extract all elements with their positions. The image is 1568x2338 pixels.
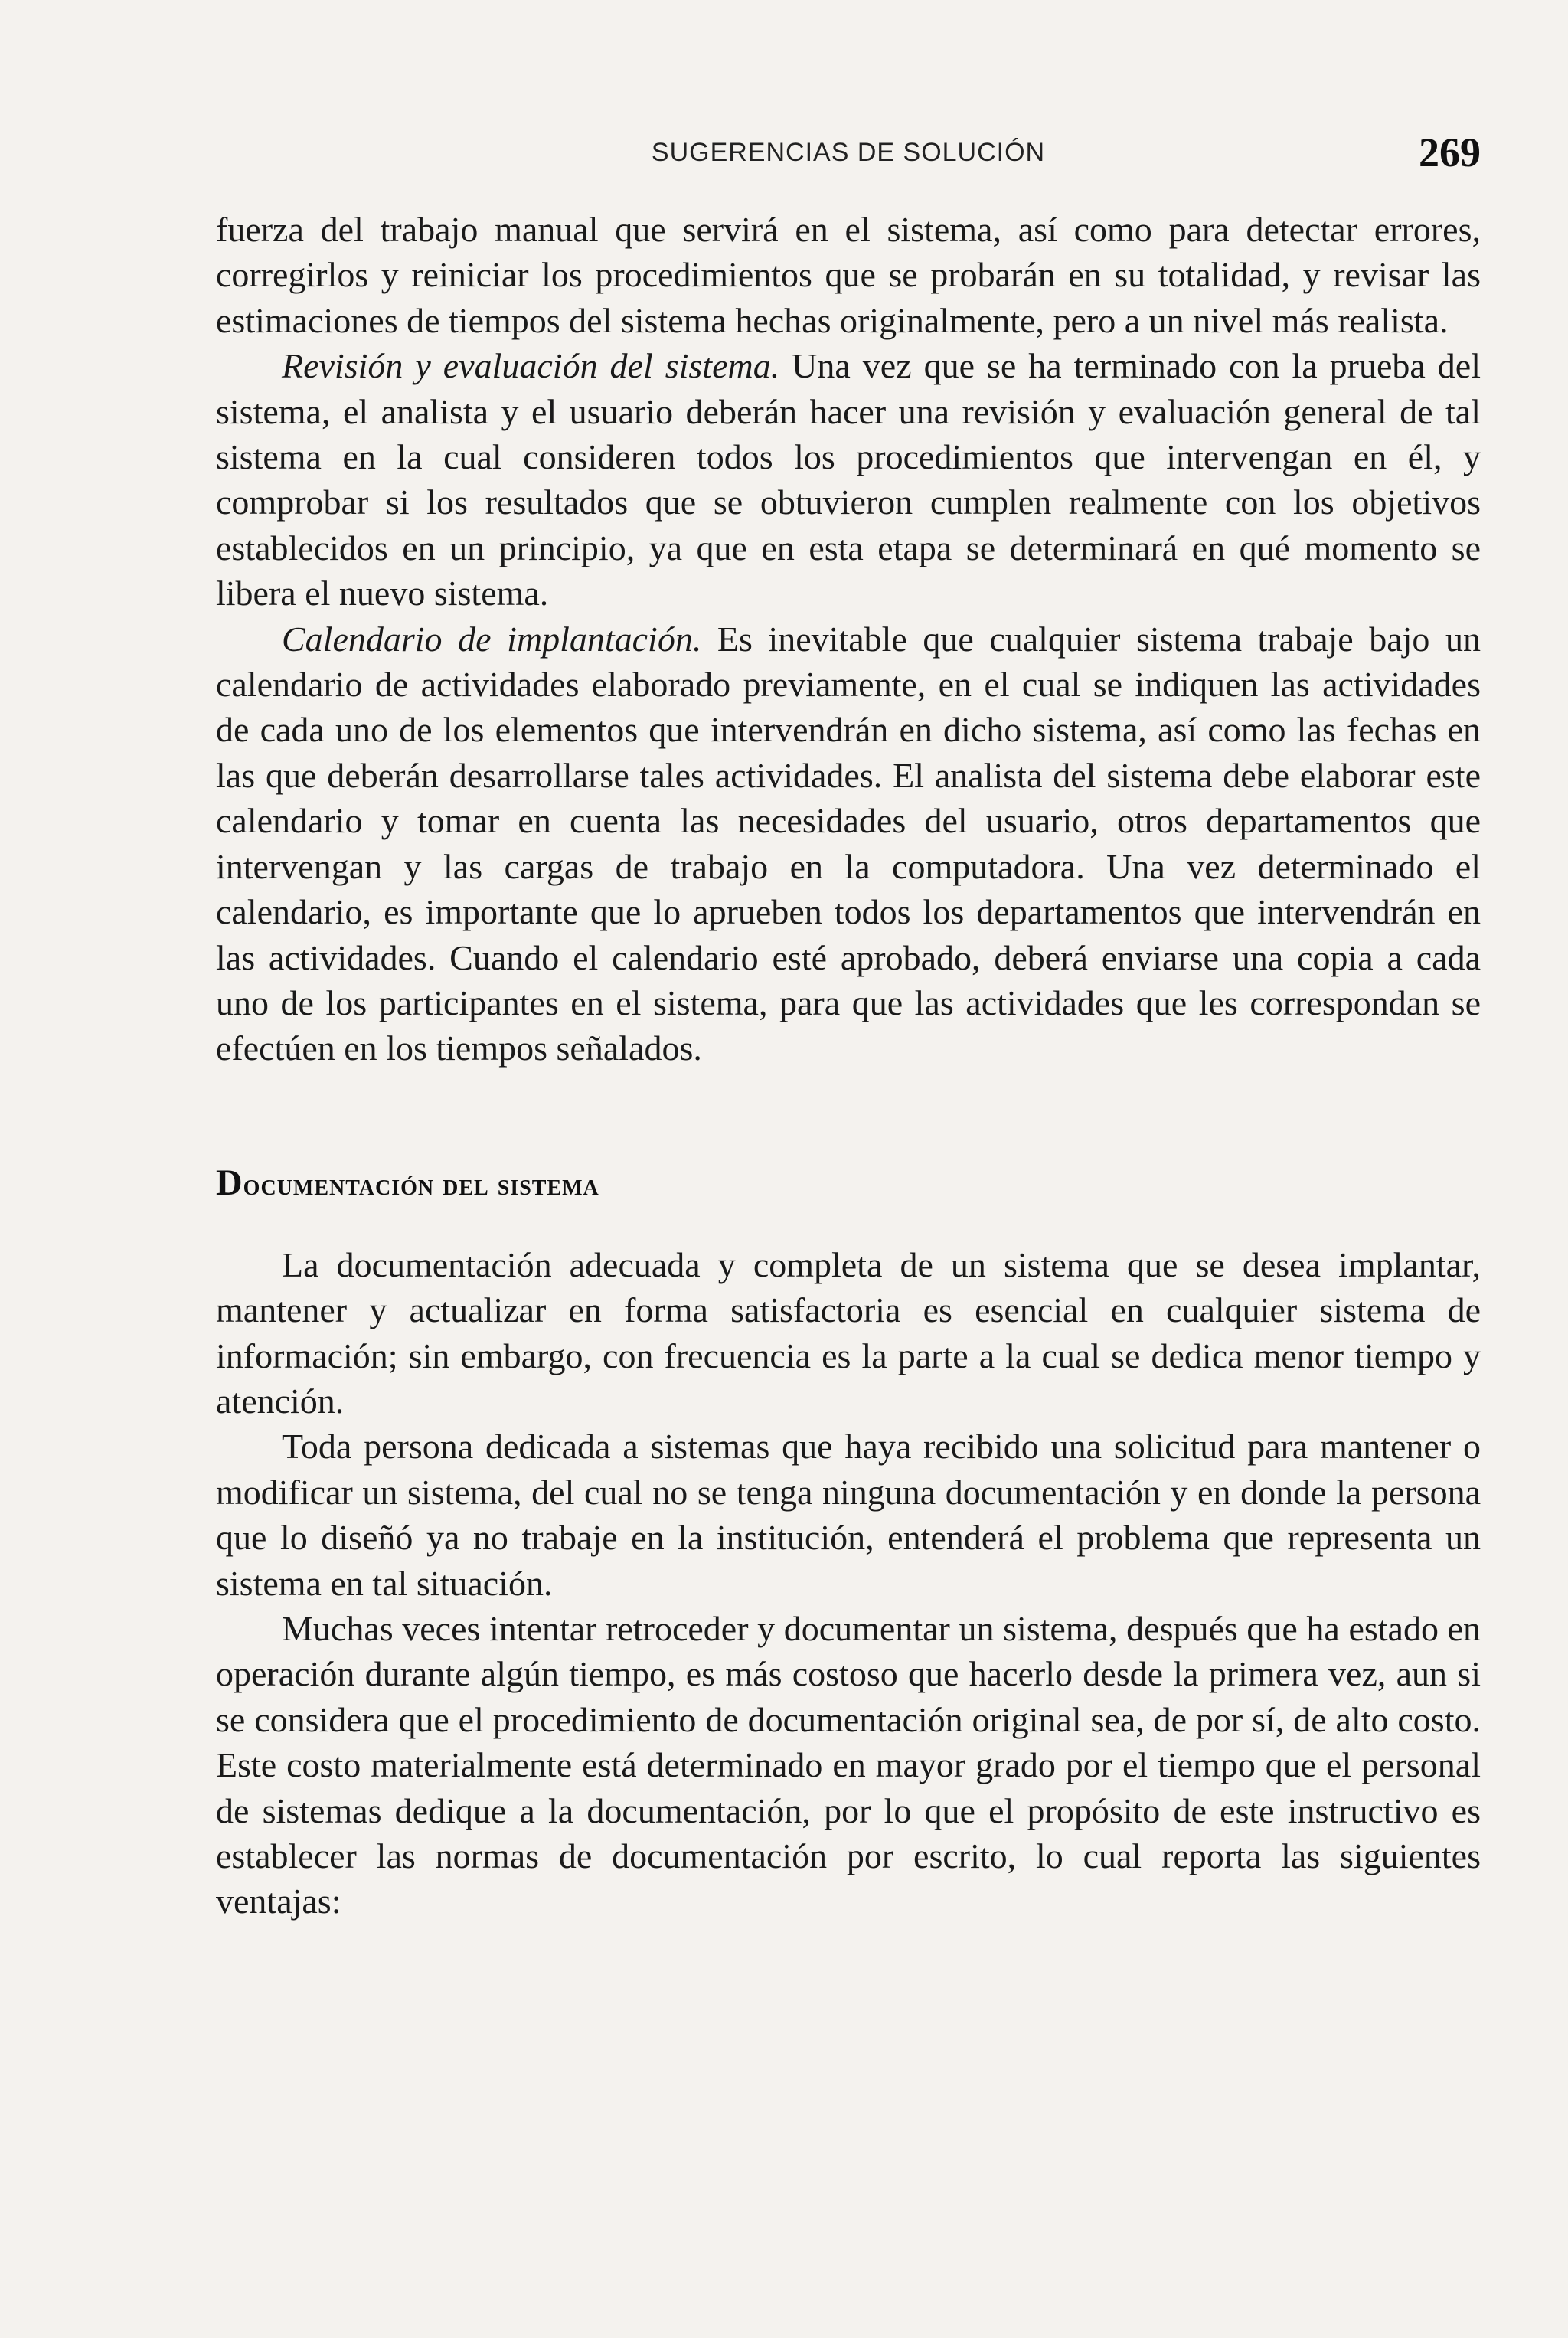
paragraph-calendario xyxy=(216,616,1481,1071)
page-number: 269 xyxy=(1419,129,1481,175)
section-heading xyxy=(216,1162,1481,1204)
paragraph-lead-italic: Revisión y evaluación del sistema. xyxy=(282,346,780,386)
running-header xyxy=(216,129,1481,178)
section-heading-initial: D xyxy=(216,1162,243,1203)
paragraph-text: fuerza del trabajo manual que servirá en el sistema, así como para detectar errores, corregirlos y reiniciar los procedimientos que se probarán en su totalidad, y revisar las estimaciones de tiempos del sistema hechas originalmente, pero a un nivel más realista. xyxy=(216,210,1481,340)
section-paragraph: Muchas veces intentar retroceder y documentar un sistema, después que ha estado en operación durante algún tiempo, es más costoso que hacerlo desde la primera vez, aun si se considera que el procedimiento de documentación original sea, de por sí, de alto costo. Este costo materialmente está determinado en mayor grado por el tiempo que el personal de sistemas dedique a la documentación, por lo que el propósito de este instructivo es establecer las normas de documentación por escrito, lo cual reporta las siguientes ventajas: xyxy=(216,1608,1481,1921)
paragraph-continuation xyxy=(216,207,1481,343)
section-paragraph: Toda persona dedicada a sistemas que haya recibido una solicitud para mantener o modificar un sistema, del cual no se tenga ninguna documentación y en donde la persona que lo diseñó ya no trabaje en la institución, entenderá el problema que representa un sistema en tal situación. xyxy=(216,1427,1481,1603)
paragraph-lead-italic: Calendario de implantación. xyxy=(282,619,702,659)
page-body xyxy=(216,207,1481,1924)
paragraph-revision xyxy=(216,343,1481,616)
paragraph-text: Una vez que se ha terminado con la prueba del sistema, el analista y el usuario deberán hacer una revisión y evaluación general de tal sistema en la cual consideren todos los procedimientos que intervengan en él, y comprobar si los resultados que se obtuvieron cumplen realmente con los objetivos establecidos en un principio, ya que en esta etapa se determinará en qué momento se libera el nuevo sistema. xyxy=(216,346,1481,613)
paragraph-text: Es inevitable que cualquier sistema trabaje bajo un calendario de actividades elaborado previamente, en el cual se indiquen las actividades de cada uno de los elementos que intervendrán en dicho sistema, así como las fechas en las que deberán desarrollarse tales actividades. El analista del sistema debe elaborar este calendario y tomar en cuenta las necesidades del usuario, otros departamentos que intervengan y las cargas de trabajo en la computadora. Una vez determinado el calendario, es importante que lo aprueben todos los departamentos que intervendrán en las actividades. Cuando el calendario esté aprobado, deberá enviarse una copia a cada uno de los participantes en el sistema, para que las actividades que les correspondan se efectúen en los tiempos señalados. xyxy=(216,619,1481,1068)
section-paragraph: La documentación adecuada y completa de un sistema que se desea implantar, mantener y actualizar en forma satisfactoria es esencial en cualquier sistema de información; sin embargo, con frecuencia es la parte a la cual se dedica menor tiempo y atención. xyxy=(216,1244,1481,1421)
running-title: SUGERENCIAS DE SOLUCIÓN xyxy=(651,138,1046,167)
section-heading-rest: ocumentación del sistema xyxy=(243,1166,599,1202)
